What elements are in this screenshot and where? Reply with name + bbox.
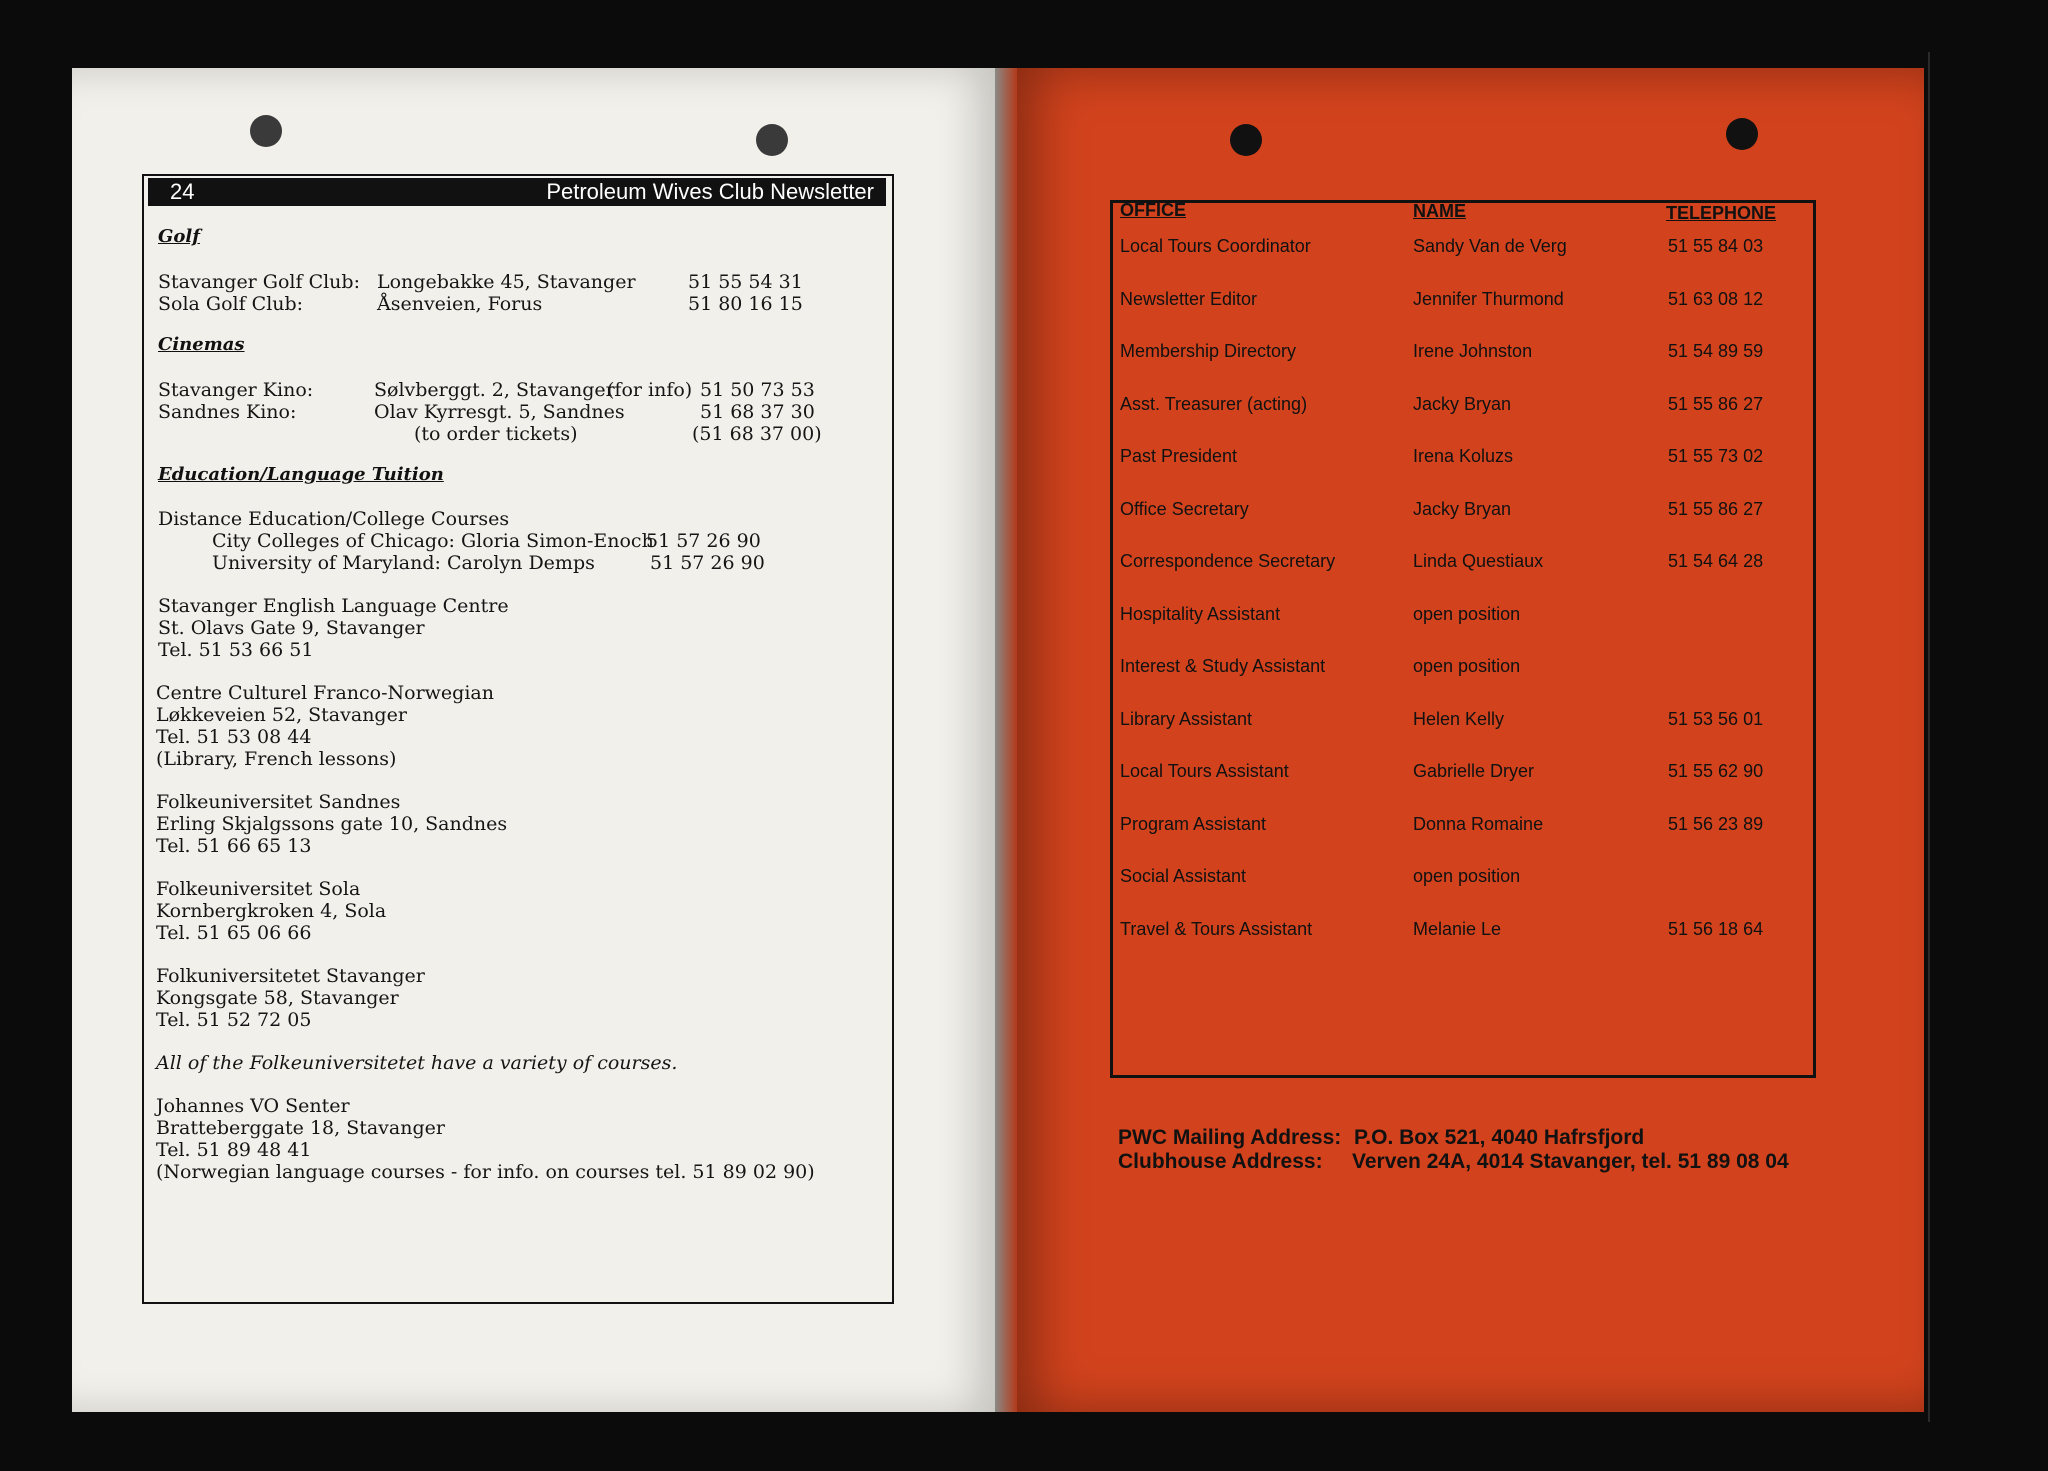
phone-cell: 51 54 64 28 — [1668, 551, 1764, 571]
newsletter-header — [148, 178, 886, 206]
folkeuniversitet-note: All of the Folkeuniversitetet have a variety of courses. — [156, 1052, 678, 1074]
cinema-note: (for info) — [607, 379, 693, 401]
name-cell: Irena Koluzs — [1413, 446, 1514, 466]
office-cell: Asst. Treasurer (acting) — [1120, 394, 1308, 414]
school-line: Tel. 51 52 72 05 — [156, 1009, 312, 1031]
school-line: (Library, French lessons) — [156, 748, 397, 770]
phone-cell: 51 53 56 01 — [1668, 709, 1764, 729]
golf-address: Longebakke 45, Stavanger — [377, 271, 636, 293]
cinemas-heading: Cinemas — [158, 334, 245, 355]
school-line: St. Olavs Gate 9, Stavanger — [158, 617, 425, 639]
punch-hole-icon — [1230, 124, 1262, 156]
school-line: Folkuniversitetet Stavanger — [156, 965, 425, 987]
school-line: Folkeuniversitet Sandnes — [156, 791, 401, 813]
school-line: Løkkeveien 52, Stavanger — [156, 704, 407, 726]
punch-hole-icon — [1726, 118, 1758, 150]
name-cell: open position — [1413, 656, 1521, 676]
school-line: (Norwegian language courses - for info. on courses tel. 51 89 02 90) — [156, 1161, 815, 1183]
column-header-office: OFFICE — [1120, 200, 1186, 220]
column-header-name: NAME — [1413, 201, 1466, 221]
school-line: Tel. 51 65 06 66 — [156, 922, 312, 944]
clubhouse-address: Verven 24A, 4014 Stavanger, tel. 51 89 08 04 — [1352, 1150, 1789, 1173]
office-cell: Travel & Tours Assistant — [1120, 919, 1313, 939]
page-edge — [1928, 52, 1944, 1422]
officers-table — [1110, 200, 1816, 1078]
distance-phone: 51 57 26 90 — [646, 530, 761, 552]
binding-spine — [995, 68, 1017, 1412]
school-line: Bratteberggate 18, Stavanger — [156, 1117, 445, 1139]
cinema-phone: 51 50 73 53 — [700, 379, 815, 401]
office-cell: Hospitality Assistant — [1120, 604, 1281, 624]
mailing-label: PWC Mailing Address: — [1118, 1126, 1342, 1149]
cinema-name: Sandnes Kino: — [158, 401, 297, 423]
phone-cell: 51 63 08 12 — [1668, 289, 1764, 309]
phone-cell: 51 55 86 27 — [1668, 499, 1764, 519]
cinema-extra-note: (to order tickets) — [414, 423, 578, 445]
name-cell: open position — [1413, 604, 1521, 624]
name-cell: Jacky Bryan — [1413, 499, 1512, 519]
office-cell: Office Secretary — [1120, 499, 1249, 519]
name-cell: Gabrielle Dryer — [1413, 761, 1535, 781]
name-cell: Jacky Bryan — [1413, 394, 1512, 414]
phone-cell: 51 55 84 03 — [1668, 236, 1764, 256]
school-line: Tel. 51 89 48 41 — [156, 1139, 312, 1161]
office-cell: Interest & Study Assistant — [1120, 656, 1326, 676]
golf-name: Sola Golf Club: — [158, 293, 304, 315]
phone-cell: 51 54 89 59 — [1668, 341, 1764, 361]
name-cell: Jennifer Thurmond — [1413, 289, 1564, 309]
office-cell: Past President — [1120, 446, 1238, 466]
golf-heading: Golf — [158, 226, 200, 247]
phone-cell: 51 55 62 90 — [1668, 761, 1764, 781]
punch-hole-icon — [250, 115, 282, 147]
office-cell: Social Assistant — [1120, 866, 1247, 886]
cinema-phone: 51 68 37 30 — [700, 401, 815, 423]
school-line: Tel. 51 53 66 51 — [158, 639, 314, 661]
phone-cell: 51 55 73 02 — [1668, 446, 1764, 466]
name-cell: open position — [1413, 866, 1521, 886]
school-line: Folkeuniversitet Sola — [156, 878, 361, 900]
page-number: 24 — [170, 179, 195, 204]
name-cell: Donna Romaine — [1413, 814, 1544, 834]
golf-address: Åsenveien, Forus — [377, 293, 543, 315]
punch-hole-icon — [756, 124, 788, 156]
school-line: Stavanger English Language Centre — [158, 595, 509, 617]
golf-phone: 51 55 54 31 — [688, 271, 803, 293]
school-line: Tel. 51 53 08 44 — [156, 726, 312, 748]
school-line: Centre Culturel Franco-Norwegian — [156, 682, 494, 704]
phone-cell: 51 56 18 64 — [1668, 919, 1764, 939]
distance-title: Distance Education/College Courses — [158, 508, 510, 530]
golf-name: Stavanger Golf Club: — [158, 271, 360, 293]
cinema-extra-phone: (51 68 37 00) — [692, 423, 822, 445]
education-heading: Education/Language Tuition — [158, 464, 444, 485]
school-line: Kongsgate 58, Stavanger — [156, 987, 399, 1009]
office-cell: Library Assistant — [1120, 709, 1253, 729]
column-header-telephone: TELEPHONE — [1666, 203, 1777, 223]
school-line: Johannes VO Senter — [156, 1095, 350, 1117]
name-cell: Linda Questiaux — [1413, 551, 1544, 571]
office-cell: Local Tours Coordinator — [1120, 236, 1311, 256]
office-cell: Membership Directory — [1120, 341, 1297, 361]
cinema-address: Olav Kyrresgt. 5, Sandnes — [374, 401, 625, 423]
clubhouse-label: Clubhouse Address: — [1118, 1150, 1323, 1173]
mailing-address: P.O. Box 521, 4040 Hafrsfjord — [1354, 1126, 1645, 1149]
office-cell: Local Tours Assistant — [1120, 761, 1289, 781]
school-line: Erling Skjalgssons gate 10, Sandnes — [156, 813, 508, 835]
name-cell: Irene Johnston — [1413, 341, 1533, 361]
office-cell: Correspondence Secretary — [1120, 551, 1336, 571]
school-line: Kornbergkroken 4, Sola — [156, 900, 387, 922]
phone-cell: 51 56 23 89 — [1668, 814, 1764, 834]
school-line: Tel. 51 66 65 13 — [156, 835, 312, 857]
cinema-name: Stavanger Kino: — [158, 379, 314, 401]
name-cell: Helen Kelly — [1413, 709, 1505, 729]
office-cell: Program Assistant — [1120, 814, 1267, 834]
golf-phone: 51 80 16 15 — [688, 293, 803, 315]
distance-row: City Colleges of Chicago: Gloria Simon-Enoch — [212, 530, 654, 552]
distance-row: University of Maryland: Carolyn Demps — [212, 552, 595, 574]
office-cell: Newsletter Editor — [1120, 289, 1258, 309]
name-cell: Melanie Le — [1413, 919, 1502, 939]
name-cell: Sandy Van de Verg — [1413, 236, 1567, 256]
phone-cell: 51 55 86 27 — [1668, 394, 1764, 414]
cinema-address: Sølvberggt. 2, Stavanger — [374, 379, 615, 401]
newsletter-title: Petroleum Wives Club Newsletter — [546, 179, 874, 204]
distance-phone: 51 57 26 90 — [650, 552, 765, 574]
